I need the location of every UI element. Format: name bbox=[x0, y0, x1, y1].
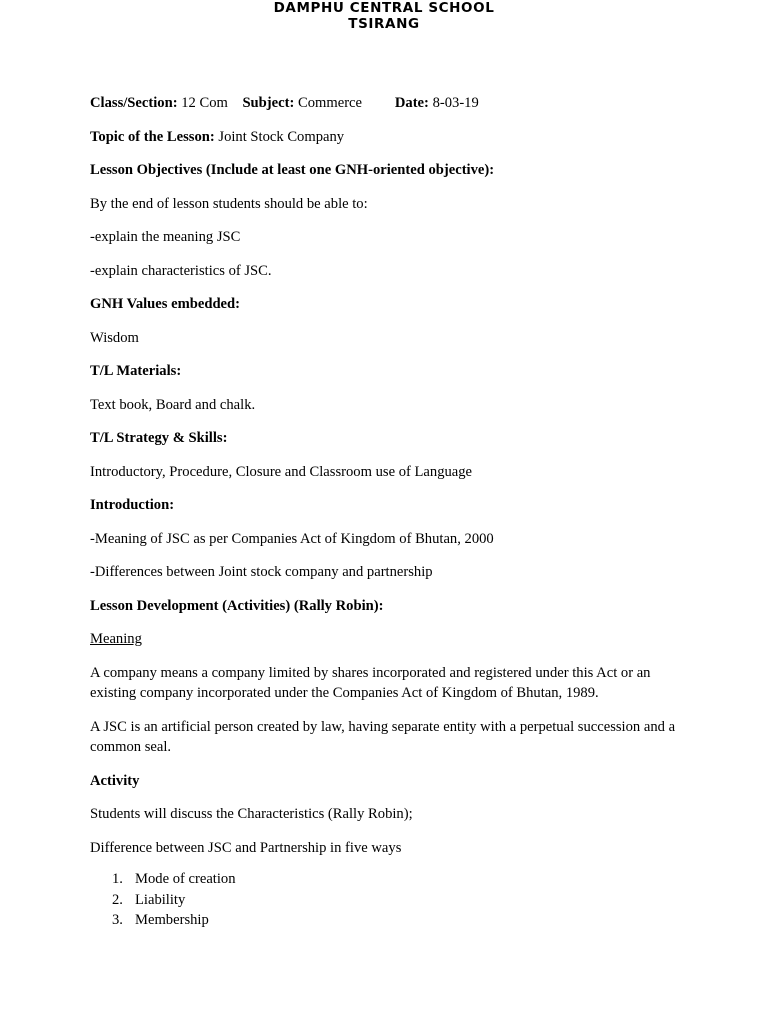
activity-line-2: Difference between JSC and Partnership in five ways bbox=[90, 839, 402, 856]
list-item bbox=[90, 869, 690, 890]
topic-value: Joint Stock Company bbox=[218, 128, 345, 145]
school-location: TSIRANG bbox=[348, 16, 420, 32]
introduction-heading bbox=[90, 495, 690, 516]
list-item bbox=[90, 890, 690, 911]
materials-value: Text book, Board and chalk. bbox=[90, 396, 256, 413]
class-label: Class/Section: bbox=[90, 95, 178, 111]
meaning-label-text: Meaning bbox=[90, 631, 142, 647]
introduction-heading-text: Introduction: bbox=[90, 497, 175, 513]
subject-label: Subject: bbox=[242, 95, 295, 111]
date-value: 8-03-19 bbox=[432, 95, 479, 111]
list-item-number: 3. bbox=[112, 912, 123, 928]
list-item bbox=[90, 910, 690, 931]
subject-value: Commerce bbox=[297, 95, 363, 111]
meaning-paragraph-1: A company means a company limited by shares incorporated and registered under this Act or an existing company incorporated under the Companies Act of Kingdom of Bhutan, 1989. bbox=[90, 664, 651, 701]
topic-line bbox=[90, 127, 690, 148]
objectives-intro: By the end of lesson students should be able to: bbox=[90, 195, 368, 212]
development-heading bbox=[90, 596, 690, 617]
list-item-text: Membership bbox=[135, 912, 209, 928]
introduction-item: -Meaning of JSC as per Companies Act of Kingdom of Bhutan, 2000 bbox=[90, 530, 494, 547]
list-item-text: Mode of creation bbox=[135, 871, 236, 887]
date-label: Date: bbox=[394, 95, 429, 111]
gnh-heading bbox=[90, 294, 690, 315]
development-heading-text: Lesson Development (Activities) (Rally Robin): bbox=[90, 597, 384, 614]
lesson-plan-body bbox=[90, 93, 690, 931]
list-item-text: Liability bbox=[135, 891, 186, 908]
strategy-value: Introductory, Procedure, Closure and Classroom use of Language bbox=[90, 463, 473, 480]
school-name: DAMPHU CENTRAL SCHOOL bbox=[273, 0, 495, 16]
activity-heading bbox=[90, 771, 690, 792]
list-item-number: 2. bbox=[112, 891, 123, 908]
meaning-label bbox=[90, 629, 690, 650]
activity-heading-text: Activity bbox=[90, 772, 140, 789]
meaning-paragraph-2: A JSC is an artificial person created by law, having separate entity with a perpetual succession and a common seal. bbox=[90, 718, 676, 755]
strategy-heading-text: T/L Strategy & Skills: bbox=[90, 430, 228, 446]
differences-list bbox=[90, 869, 690, 931]
class-value: 12 Com bbox=[181, 95, 228, 111]
objectives-heading-text: Lesson Objectives (Include at least one GNH-oriented objective): bbox=[90, 162, 495, 178]
objectives-heading bbox=[90, 160, 690, 181]
gnh-value: Wisdom bbox=[90, 329, 139, 346]
topic-label: Topic of the Lesson: bbox=[90, 128, 215, 145]
objective-item: -explain characteristics of JSC. bbox=[90, 262, 272, 279]
strategy-heading bbox=[90, 428, 690, 449]
objective-item: -explain the meaning JSC bbox=[90, 229, 241, 245]
class-info-line bbox=[90, 93, 690, 114]
materials-heading bbox=[90, 361, 690, 382]
list-item-number: 1. bbox=[112, 871, 123, 887]
activity-line-1: Students will discuss the Characteristics (Rally Robin); bbox=[90, 806, 413, 822]
gnh-heading-text: GNH Values embedded: bbox=[90, 296, 241, 312]
materials-heading-text: T/L Materials: bbox=[90, 363, 182, 379]
introduction-item: -Differences between Joint stock company and partnership bbox=[90, 564, 433, 580]
